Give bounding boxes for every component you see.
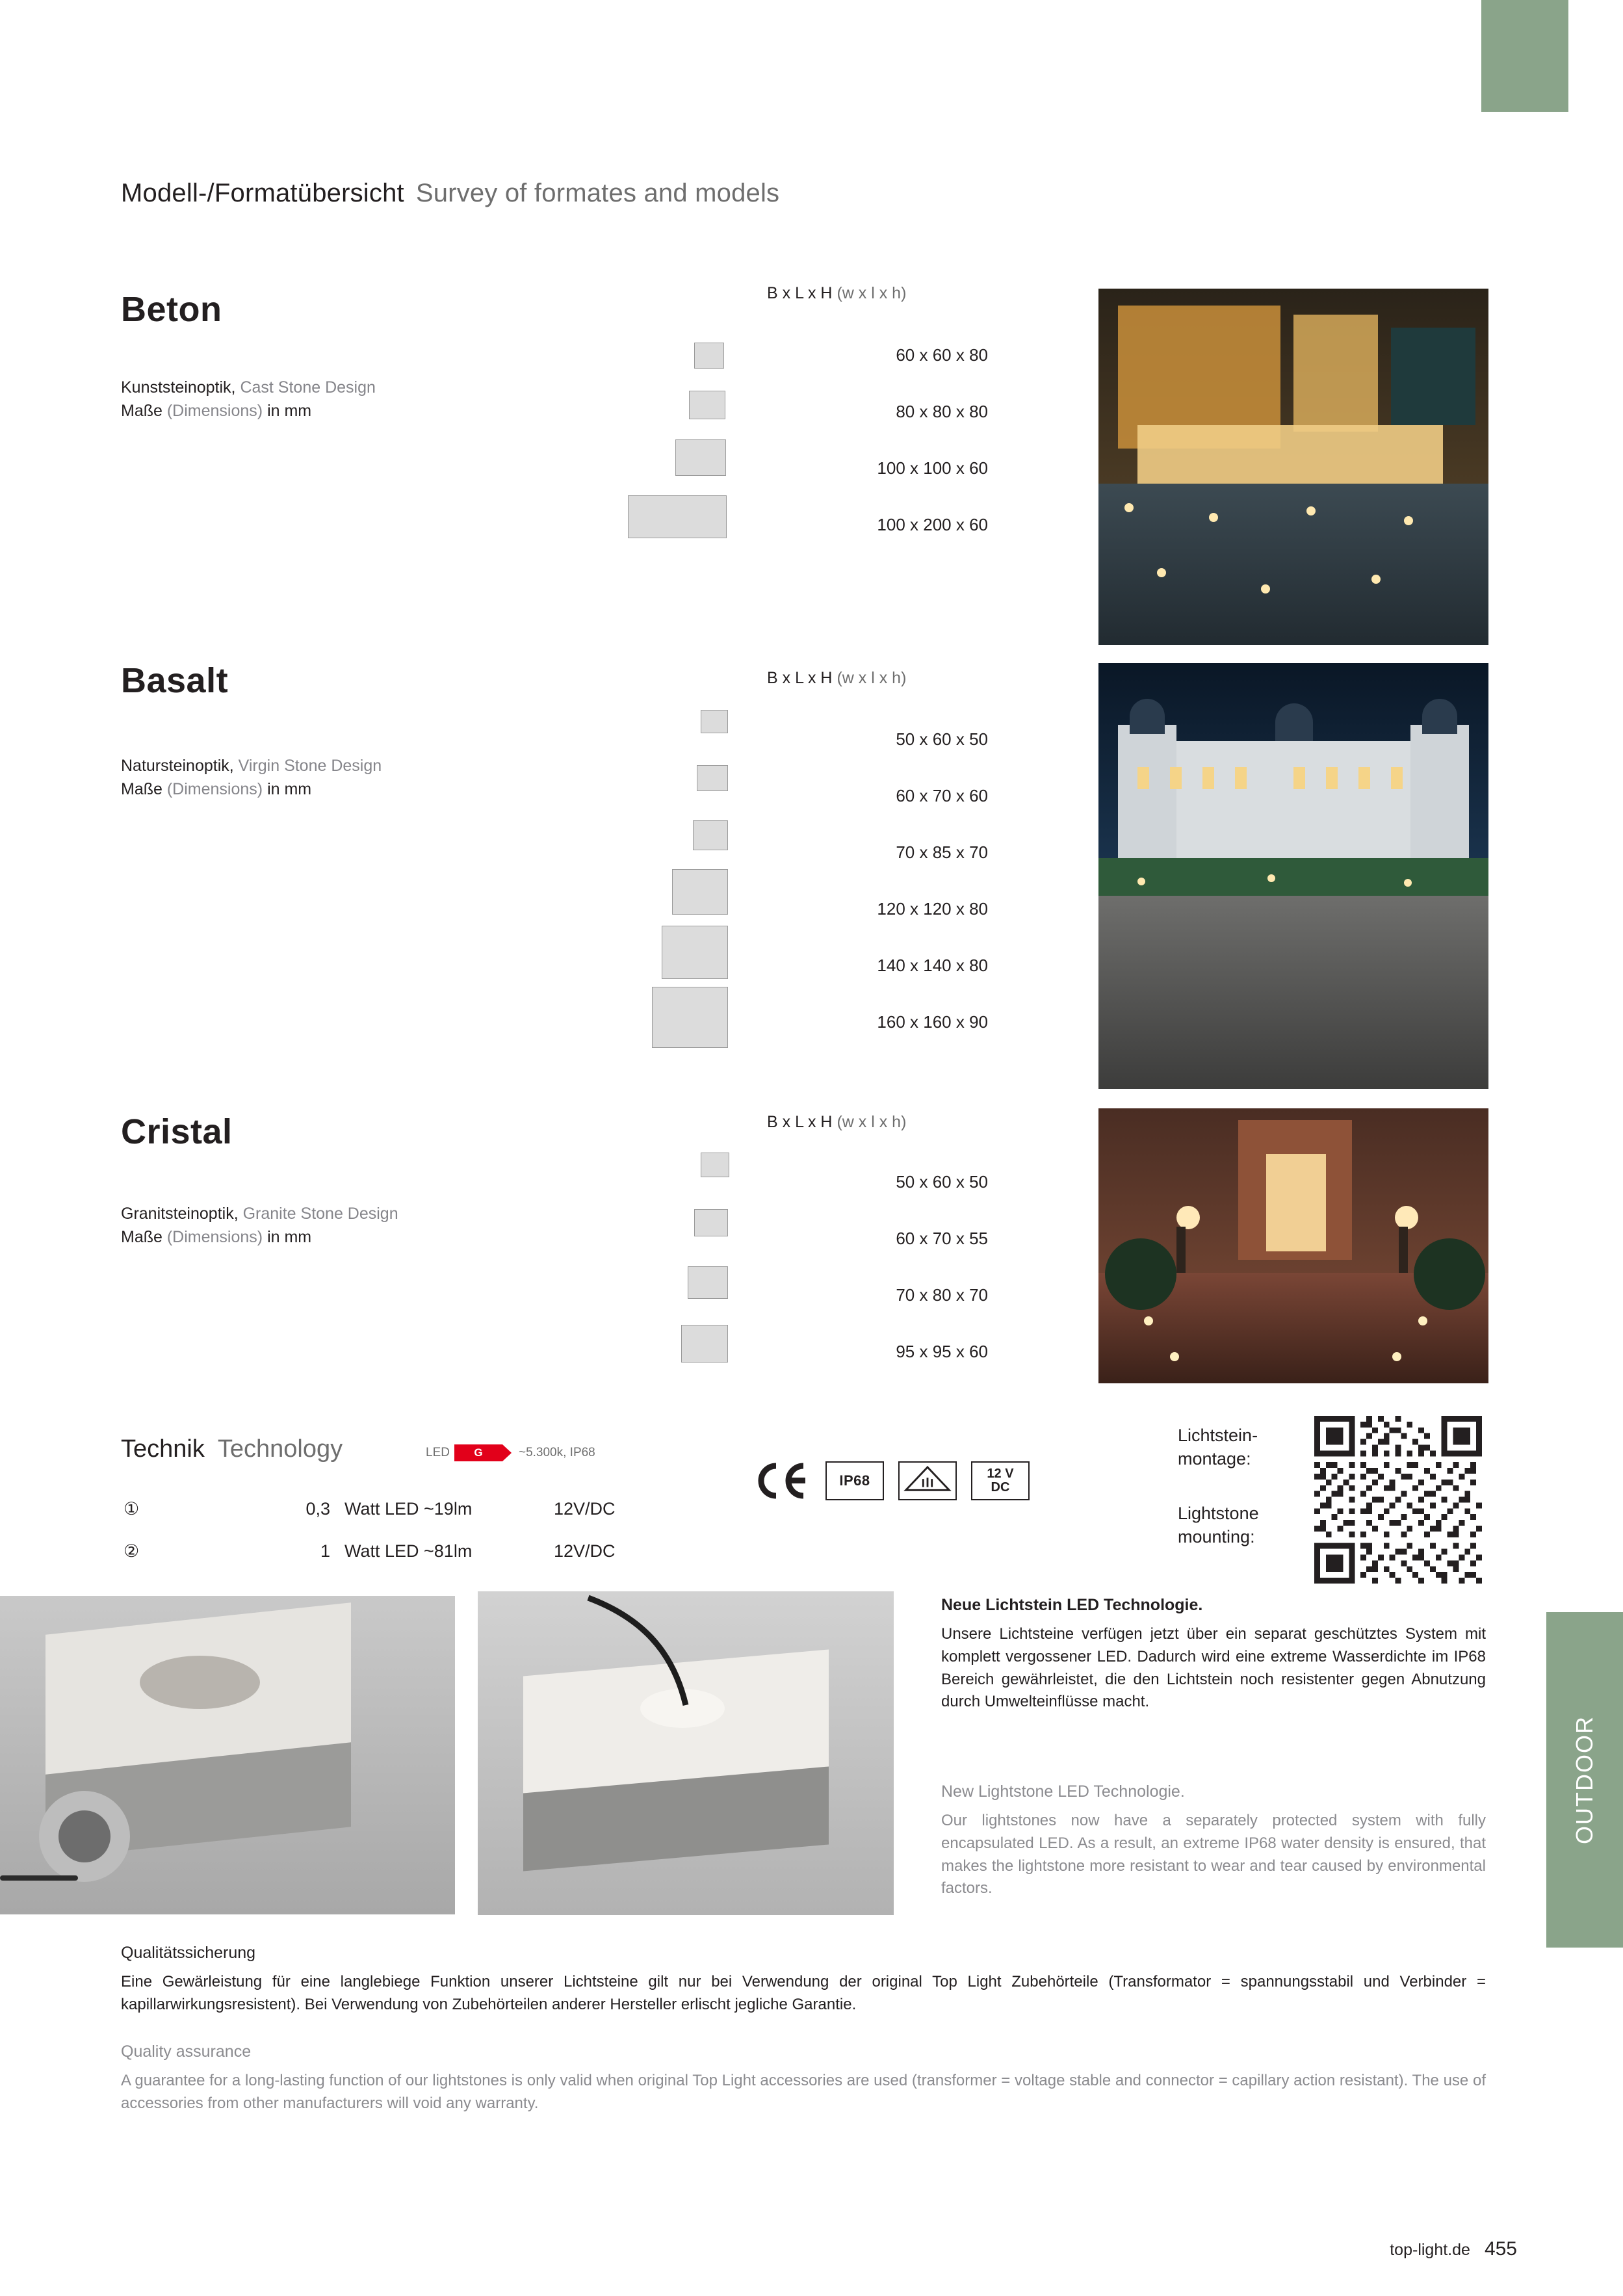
beton-dim-header-de: B x L x H (767, 284, 833, 302)
section-tab-outdoor (1546, 1612, 1623, 1948)
section-title-beton: Beton (121, 290, 222, 329)
photo-basalt-palace (1098, 663, 1488, 1089)
mounting-de-2: montage: (1178, 1449, 1251, 1469)
technik-title-de: Technik (121, 1435, 205, 1463)
beton-swatch-1 (694, 343, 724, 369)
cert-12v-line1: 12 V (987, 1467, 1014, 1481)
section-subtitle-beton (121, 376, 376, 423)
footer-page-number: 455 (1484, 2238, 1517, 2260)
beton-swatch-2 (689, 391, 725, 419)
mounting-en-1: Lightstone (1178, 1504, 1259, 1523)
led-tech-body-de: Unsere Lichtsteine verfügen jetzt über ein separat geschütztes System mit komplett vergossener LED. Dadurch wird eine extreme Wasserdichte im IP68 Bereich gewährleistet, die den Lichtstein noch resistenter gegen Abnutzung durch Umwelteinflüsse macht. (941, 1625, 1486, 1711)
technik-title-en: Technology (217, 1435, 343, 1463)
basalt-dim-row: 140 x 140 x 80 (877, 956, 988, 975)
beton-swatch-3 (675, 439, 726, 476)
led-tech-body-en: Our lightstones now have a separately protected system with fully encapsulated LED. As a result, an extreme IP68 water density is ensured, that makes the lightstone more resistant to wear and tear caused by environmental factors. (941, 1812, 1486, 1898)
beton-swatch-4 (628, 495, 727, 538)
beton-dim-row: 60 x 60 x 80 (896, 345, 988, 365)
cristal-dim-row: 50 x 60 x 50 (896, 1172, 988, 1192)
basalt-dim-header (767, 669, 906, 688)
led-class-arrow (454, 1444, 502, 1461)
cristal-dim-row: 70 x 80 x 70 (896, 1285, 988, 1305)
section-title-cristal: Cristal (121, 1112, 233, 1151)
tech-row-watt: 0,3 (305, 1499, 330, 1519)
mounting-en-2: mounting: (1178, 1527, 1255, 1547)
basalt-dim-row: 60 x 70 x 60 (896, 786, 988, 805)
cristal-dim-header-en: (w x l x h) (837, 1113, 907, 1131)
photo-lightstone-open (0, 1596, 455, 1914)
cristal-optics-de: Granitsteinoptik, (121, 1205, 239, 1223)
beton-dimlabel-de: Maße (121, 402, 162, 421)
basalt-dimlabel-de: Maße (121, 780, 162, 799)
led-energy-badge (426, 1444, 595, 1461)
cristal-dim-row: 60 x 70 x 55 (896, 1229, 988, 1248)
beton-optics-de: Kunststeinoptik, (121, 378, 236, 397)
cristal-dim-header (767, 1113, 906, 1132)
cristal-swatch-3 (688, 1266, 728, 1299)
page-title-en: Survey of formates and models (415, 179, 780, 207)
footer-site: top-light.de (1390, 2241, 1470, 2259)
beton-dimlabel-unit: in mm (267, 402, 312, 421)
tech-row-watt: 1 (320, 1541, 330, 1561)
led-class-letter: G (474, 1446, 483, 1459)
mounting-label-de (1178, 1424, 1258, 1471)
cristal-dimlabel-de: Maße (121, 1228, 162, 1247)
led-label: LED (426, 1446, 450, 1459)
cristal-optics-en: Granite Stone Design (242, 1205, 398, 1223)
beton-dimlabel-paren: (Dimensions) (166, 402, 263, 421)
page-title-de: Modell-/Formatübersicht (121, 179, 404, 207)
quality-heading-en: Quality assurance (121, 2042, 252, 2061)
photo-lightstone-cable (478, 1591, 894, 1915)
basalt-dim-row: 120 x 120 x 80 (877, 899, 988, 919)
basalt-optics-de: Natursteinoptik, (121, 757, 234, 775)
cristal-swatch-2 (694, 1209, 728, 1236)
beton-dim-row: 100 x 100 x 60 (877, 458, 988, 478)
qr-code-icon[interactable] (1314, 1416, 1482, 1584)
tech-row-text: Watt LED ~19lm (344, 1499, 473, 1519)
cert-12v-line2: DC (991, 1480, 1010, 1494)
ip68-mark-icon (825, 1461, 884, 1500)
tech-row-voltage: 12V/DC (554, 1499, 616, 1519)
beton-optics-en: Cast Stone Design (240, 378, 376, 397)
photo-cristal-path (1098, 1108, 1488, 1383)
cristal-dim-row: 95 x 95 x 60 (896, 1342, 988, 1361)
led-tech-heading-de: Neue Lichtstein LED Technologie. (941, 1596, 1203, 1614)
beton-dim-header-en: (w x l x h) (837, 284, 907, 302)
header-accent-tab (1481, 0, 1568, 112)
basalt-optics-en: Virgin Stone Design (238, 757, 382, 775)
basalt-swatch-6 (652, 987, 728, 1048)
page-footer (1390, 2238, 1517, 2260)
quality-heading-de: Qualitätssicherung (121, 1944, 256, 1962)
cristal-dim-header-de: B x L x H (767, 1113, 833, 1131)
quality-body-en: A guarantee for a long-lasting function of our lightstones is only valid when original Top Light accessories are used (transformer = voltage stable and connector = capillary action resistant). The use of accessories from other manufacturers will void any warranty. (121, 2072, 1486, 2112)
section-subtitle-cristal (121, 1202, 398, 1249)
technik-title (121, 1435, 343, 1463)
basalt-swatch-4 (672, 869, 728, 915)
basalt-swatch-3 (693, 820, 728, 850)
tech-row-text: Watt LED ~81lm (344, 1541, 473, 1561)
tech-row-number: ② (123, 1541, 140, 1561)
basalt-dim-row: 160 x 160 x 90 (877, 1012, 988, 1032)
protection-class-iii-icon (898, 1461, 957, 1500)
beton-dim-row: 80 x 80 x 80 (896, 402, 988, 421)
beton-dim-header (767, 284, 906, 303)
section-tab-label: OUTDOOR (1571, 1715, 1598, 1844)
quality-body-de: Eine Gewärleistung für eine langlebiege Funktion unserer Lichtsteine gilt nur bei Verwendung der original Top Light Zubehörteile (Transformator = spannungsstabil und Verbinder = kapillarwirkungsresistent). Bei Verwendung von Zubehörteilen anderer Hersteller erlischt jegliche Garantie. (121, 1973, 1486, 2013)
basalt-dim-row: 70 x 85 x 70 (896, 842, 988, 862)
basalt-dim-row: 50 x 60 x 50 (896, 729, 988, 749)
cristal-swatch-4 (681, 1325, 728, 1363)
mounting-label-en (1178, 1502, 1259, 1549)
cristal-dimlabel-paren: (Dimensions) (166, 1228, 263, 1247)
section-title-basalt: Basalt (121, 661, 229, 700)
basalt-dim-header-en: (w x l x h) (837, 669, 907, 687)
cristal-swatch-1 (701, 1153, 729, 1177)
basalt-swatch-2 (697, 765, 728, 791)
basalt-swatch-1 (701, 710, 728, 733)
basalt-dimlabel-unit: in mm (267, 780, 312, 799)
ip68-label: IP68 (839, 1472, 870, 1489)
mounting-de-1: Lichtstein- (1178, 1426, 1258, 1445)
tech-row-voltage: 12V/DC (554, 1541, 616, 1561)
led-note: ~5.300k, IP68 (518, 1446, 595, 1459)
basalt-dim-header-de: B x L x H (767, 669, 833, 687)
led-tech-heading-en: New Lightstone LED Technologie. (941, 1782, 1185, 1801)
basalt-dimlabel-paren: (Dimensions) (166, 780, 263, 799)
page-title (121, 179, 779, 208)
section-subtitle-basalt (121, 754, 382, 802)
cristal-dimlabel-unit: in mm (267, 1228, 312, 1247)
basalt-swatch-5 (662, 926, 728, 979)
photo-beton-building (1098, 289, 1488, 645)
beton-dim-row: 100 x 200 x 60 (877, 515, 988, 534)
12v-dc-mark-icon (971, 1461, 1030, 1500)
ce-mark-icon (754, 1459, 810, 1502)
tech-row-number: ① (123, 1499, 140, 1519)
